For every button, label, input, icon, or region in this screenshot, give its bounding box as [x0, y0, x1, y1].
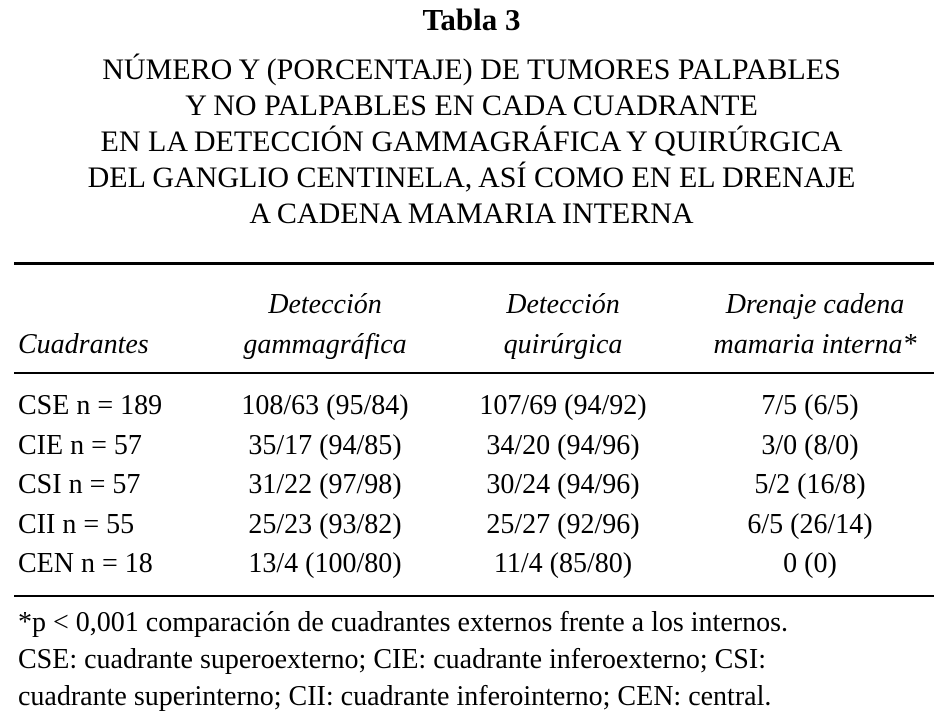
footnote-line: cuadrante superinterno; CII: cuadrante inferointerno; CEN: central. — [18, 681, 772, 712]
header-line: Drenaje cadena — [725, 289, 905, 320]
top-rule — [14, 262, 934, 265]
cell-gammagrafica: 25/23 (93/82) — [248, 508, 402, 540]
cell-cuadrante: CIE n = 57 — [18, 429, 142, 461]
table-row — [0, 544, 943, 584]
header-line: Detección — [506, 289, 620, 320]
cell-quirurgica: 34/20 (94/96) — [486, 429, 640, 461]
bottom-rule — [14, 595, 934, 597]
cell-gammagrafica: 108/63 (95/84) — [241, 390, 409, 421]
header-rule — [14, 372, 934, 374]
cell-gammagrafica: 35/17 (94/85) — [248, 429, 402, 461]
table-title: Tabla 3 — [422, 2, 521, 37]
table-row — [0, 386, 943, 426]
caption-line: NÚMERO Y (PORCENTAJE) DE TUMORES PALPABLES — [102, 53, 841, 86]
cell-quirurgica: 30/24 (94/96) — [486, 469, 640, 500]
caption-line: A CADENA MAMARIA INTERNA — [249, 197, 694, 230]
caption-line: EN LA DETECCIÓN GAMMAGRÁFICA Y QUIRÚRGICA — [100, 125, 843, 158]
header-line: Cuadrantes — [18, 329, 149, 360]
caption-line: DEL GANGLIO CENTINELA, ASÍ COMO EN EL DRENAJE — [87, 161, 856, 194]
cell-gammagrafica: 31/22 (97/98) — [248, 469, 402, 500]
header-drenaje — [690, 285, 940, 365]
header-line: gammagráfica — [243, 329, 407, 360]
cell-drenaje: 7/5 (6/5) — [761, 390, 859, 421]
table-row — [0, 426, 943, 466]
footnote-line: *p < 0,001 comparación de cuadrantes externos frente a los internos. — [18, 607, 788, 638]
cell-drenaje: 6/5 (26/14) — [747, 508, 873, 540]
cell-drenaje: 3/0 (8/0) — [761, 429, 859, 461]
cell-gammagrafica: 13/4 (100/80) — [248, 548, 402, 579]
cell-drenaje: 5/2 (16/8) — [754, 469, 866, 500]
header-deteccion-gammagrafica — [210, 285, 440, 365]
footnote-line: CSE: cuadrante superoexterno; CIE: cuadrante inferoexterno; CSI: — [18, 644, 766, 675]
cell-quirurgica: 11/4 (85/80) — [493, 548, 633, 579]
cell-cuadrante: CEN n = 18 — [18, 548, 153, 579]
header-deteccion-quirurgica — [448, 285, 678, 365]
header-line: Detección — [268, 289, 382, 320]
table-row — [0, 465, 943, 505]
table-footnote — [18, 604, 938, 715]
caption-line: Y NO PALPABLES EN CADA CUADRANTE — [185, 89, 758, 122]
header-cuadrantes — [18, 325, 149, 365]
header-line: quirúrgica — [503, 329, 623, 360]
table-caption — [0, 52, 943, 232]
cell-quirurgica: 107/69 (94/92) — [479, 390, 647, 421]
table-body — [0, 386, 943, 584]
cell-quirurgica: 25/27 (92/96) — [486, 508, 640, 540]
table-row — [0, 505, 943, 545]
header-line: mamaria interna* — [713, 329, 917, 360]
cell-cuadrante: CII n = 55 — [18, 508, 135, 540]
cell-cuadrante: CSE n = 189 — [18, 390, 163, 421]
cell-cuadrante: CSI n = 57 — [18, 469, 141, 500]
cell-drenaje: 0 (0) — [783, 548, 837, 579]
